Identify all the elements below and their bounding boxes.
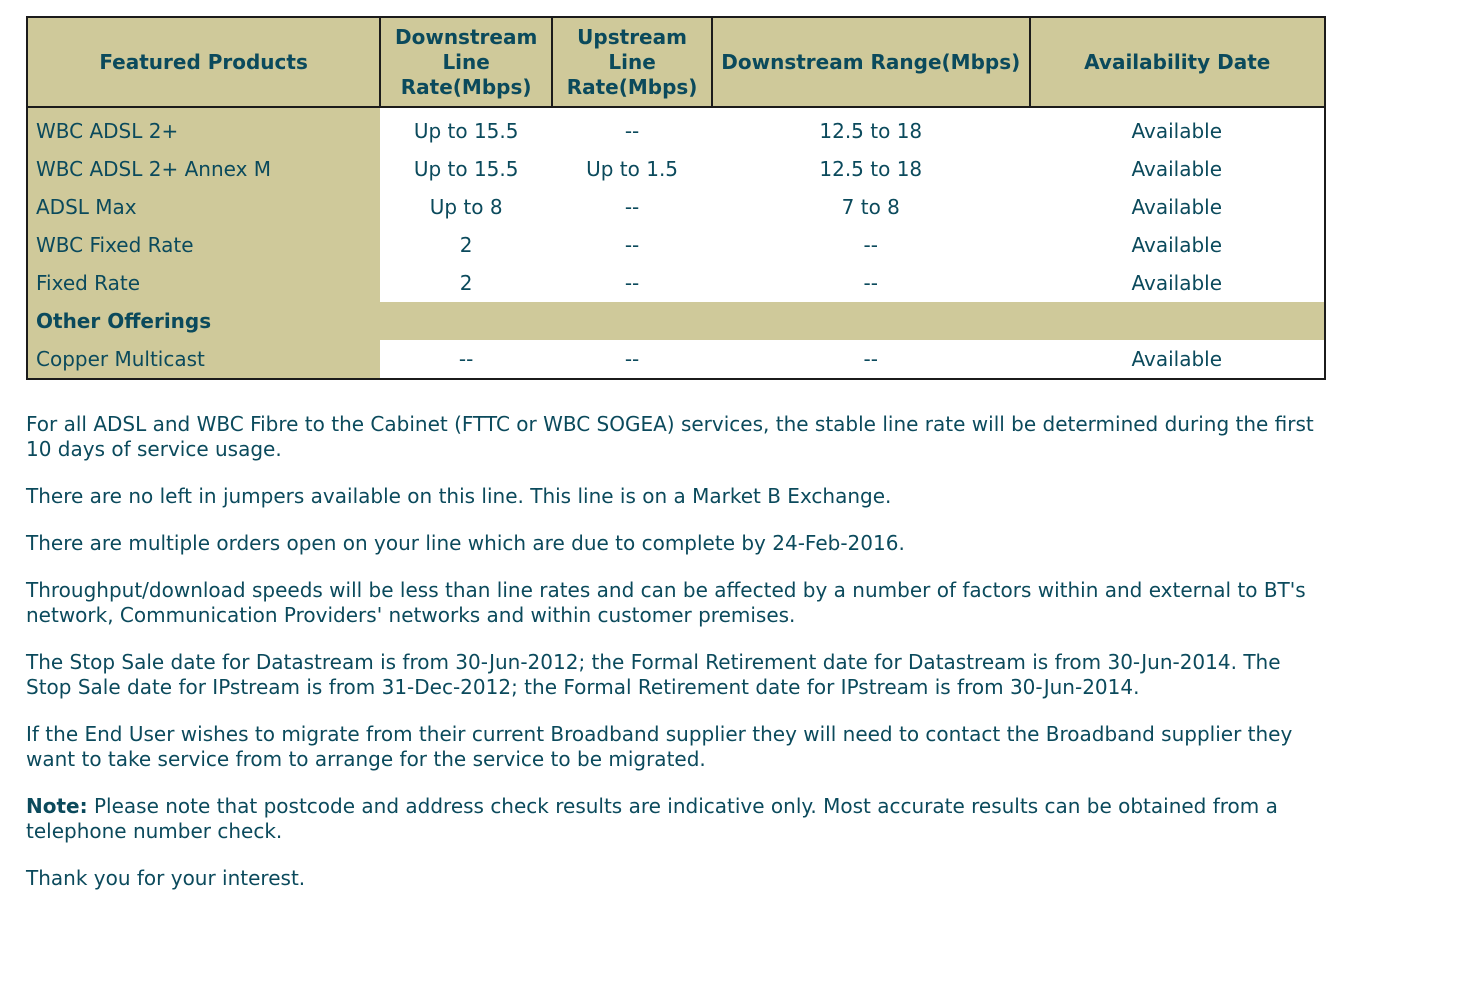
downstream-range: -- <box>712 264 1029 302</box>
product-name: ADSL Max <box>27 188 380 226</box>
note-open-orders: There are multiple orders open on your line which are due to complete by 24-Feb-2016. <box>26 531 905 555</box>
upstream-line-rate: -- <box>552 340 712 379</box>
upstream-line-rate: -- <box>552 188 712 226</box>
downstream-line-rate: Up to 15.5 <box>380 150 552 188</box>
product-name: WBC ADSL 2+ Annex M <box>27 150 380 188</box>
downstream-range: 12.5 to 18 <box>712 107 1029 150</box>
header-upstream-line-rate: Upstream Line Rate(Mbps) <box>552 17 712 107</box>
header-featured-products: Featured Products <box>27 17 380 107</box>
broadband-availability-table <box>26 16 1326 380</box>
section-row-other-offerings <box>27 302 1325 340</box>
downstream-range: 12.5 to 18 <box>712 150 1029 188</box>
table-row <box>27 188 1325 226</box>
downstream-line-rate: Up to 15.5 <box>380 107 552 150</box>
upstream-line-rate: Up to 1.5 <box>552 150 712 188</box>
header-availability-date: Availability Date <box>1030 17 1326 107</box>
table-header-row <box>27 17 1325 107</box>
table-row <box>27 150 1325 188</box>
notes-section <box>26 412 1326 891</box>
table-row <box>27 107 1325 150</box>
header-downstream-line-rate: Downstream Line Rate(Mbps) <box>380 17 552 107</box>
note-throughput: Throughput/download speeds will be less than line rates and can be affected by a number of factors within and external to BT's network, Communication Providers' networks and within customer premises. <box>26 578 1306 627</box>
note-stop-sale-dates: The Stop Sale date for Datastream is from 30-Jun-2012; the Formal Retirement date for Datastream is from 30-Jun-2014. The Stop Sale date for IPstream is from 31-Dec-2012; the Formal Retirement date for IPstream is from 30-Jun-2014. <box>26 650 1281 699</box>
note-indicative-results <box>26 794 1326 844</box>
note-label: Note: <box>26 794 88 818</box>
note-stable-line-rate: For all ADSL and WBC Fibre to the Cabinet (FTTC or WBC SOGEA) services, the stable line rate will be determined during the first 10 days of service usage. <box>26 412 1314 461</box>
availability-date: Available <box>1030 264 1326 302</box>
upstream-line-rate: -- <box>552 226 712 264</box>
upstream-line-rate: -- <box>552 264 712 302</box>
product-name: Copper Multicast <box>27 340 380 379</box>
table-row <box>27 264 1325 302</box>
note-jumpers-exchange: There are no left in jumpers available on this line. This line is on a Market B Exchange. <box>26 484 892 508</box>
downstream-line-rate: -- <box>380 340 552 379</box>
table-row <box>27 340 1325 379</box>
availability-date: Available <box>1030 188 1326 226</box>
downstream-range: -- <box>712 340 1029 379</box>
availability-date: Available <box>1030 226 1326 264</box>
availability-date: Available <box>1030 150 1326 188</box>
note-text: Please note that postcode and address check results are indicative only. Most accurate results can be obtained from a telephone number check. <box>26 794 1278 843</box>
table-row <box>27 226 1325 264</box>
header-downstream-range: Downstream Range(Mbps) <box>712 17 1029 107</box>
downstream-line-rate: 2 <box>380 226 552 264</box>
downstream-line-rate: 2 <box>380 264 552 302</box>
downstream-line-rate: Up to 8 <box>380 188 552 226</box>
upstream-line-rate: -- <box>552 107 712 150</box>
section-label: Other Offerings <box>27 302 1325 340</box>
thank-you-message: Thank you for your interest. <box>26 866 306 890</box>
downstream-range: -- <box>712 226 1029 264</box>
product-name: WBC ADSL 2+ <box>27 107 380 150</box>
downstream-range: 7 to 8 <box>712 188 1029 226</box>
product-name: WBC Fixed Rate <box>27 226 380 264</box>
note-migration: If the End User wishes to migrate from their current Broadband supplier they will need to contact the Broadband supplier they want to take service from to arrange for the service to be migrated. <box>26 722 1293 771</box>
availability-date: Available <box>1030 340 1326 379</box>
product-name: Fixed Rate <box>27 264 380 302</box>
availability-date: Available <box>1030 107 1326 150</box>
